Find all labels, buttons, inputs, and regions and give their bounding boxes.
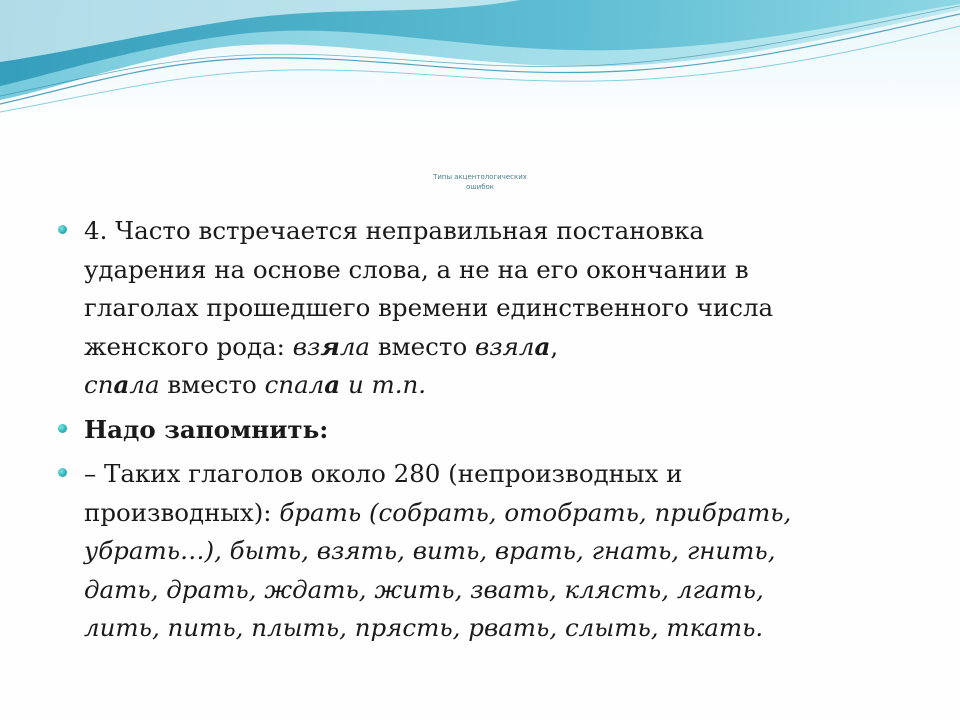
slide-title-line2: ошибок: [465, 183, 495, 191]
text-fragment: спал: [264, 370, 325, 399]
verb-list-fragment: брать (собрать, отобрать, прибрать,: [279, 497, 792, 527]
bullet-3-line1: – Таких глаголов около 280 (непроизводных и: [84, 459, 683, 488]
slide-title: [380, 172, 580, 192]
text-fragment: женского рода:: [84, 331, 293, 361]
text-fragment: вместо: [370, 331, 475, 361]
bullet-item-1: [58, 212, 918, 405]
bullet-dot-icon: [58, 424, 67, 433]
text-fragment: и т.п.: [340, 370, 427, 399]
example-word: [84, 370, 160, 399]
bullet-dot-icon: [58, 468, 67, 477]
bullet-1-line4: [84, 328, 918, 367]
text-fragment: ла: [129, 370, 160, 399]
wave-header-decoration: [0, 0, 960, 130]
stressed-letter: а: [534, 331, 551, 361]
example-word: [475, 332, 550, 361]
bullet-1-line2: ударения на основе слова, а не на его окончании в: [84, 254, 749, 284]
text-fragment: ,: [550, 331, 559, 361]
bullet-dot-icon: [58, 225, 67, 234]
stressed-letter: а: [113, 370, 130, 399]
bullet-item-2: [58, 411, 918, 450]
bullet-1-line1: 4. Часто встречается неправильная постановка: [84, 216, 705, 245]
bullet-3-line4: дать, драть, ждать, жить, звать, клясть, лгать,: [84, 574, 764, 604]
slide-title-line1: Типы акцентологических: [433, 173, 527, 181]
text-fragment: производных):: [84, 497, 280, 527]
bullet-3-line5: лить, пить, плыть, прясть, рвать, слыть, ткать.: [84, 613, 764, 642]
slide-content: [58, 212, 918, 654]
text-fragment: ла: [339, 331, 371, 361]
stressed-letter: я: [320, 331, 340, 361]
text-fragment: вз: [292, 331, 321, 361]
example-word: [265, 370, 427, 399]
text-fragment: вместо: [159, 370, 265, 399]
text-fragment: сп: [84, 370, 114, 399]
bullet-item-3: [58, 455, 918, 648]
stressed-letter: а: [324, 370, 341, 399]
bullet-3-line3: убрать…), быть, взять, вить, врать, гнать, гнить,: [84, 536, 776, 565]
bullet-1-line3: глаголах прошедшего времени единственного числа: [84, 293, 774, 322]
bullet-3-line2: [84, 494, 918, 533]
bullet-1-line5: [84, 366, 918, 405]
bullet-2-heading: Надо запомнить:: [84, 414, 329, 444]
example-word: [293, 332, 370, 361]
text-fragment: взял: [475, 331, 535, 361]
